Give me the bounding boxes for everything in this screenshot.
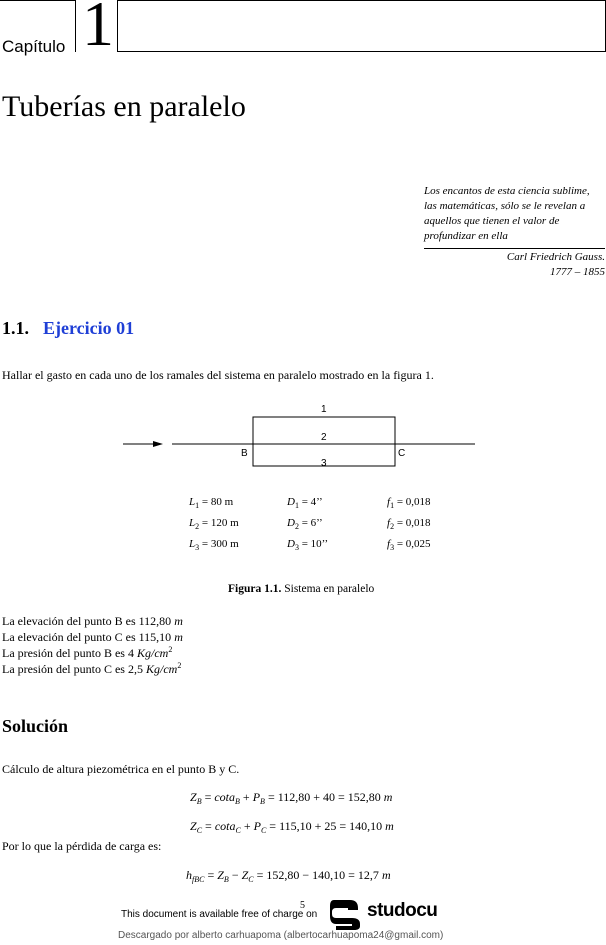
- epigraph-attribution: [424, 250, 605, 280]
- prop-l2: $L_2 = 120$ m: [189, 517, 239, 531]
- flow-arrow-icon: [153, 441, 163, 447]
- solution-heading: Solución: [2, 716, 69, 736]
- head-loss-text: Por lo que la pérdida de carga es:: [2, 839, 162, 853]
- footer-availability: This document is available free of charge on: [121, 909, 318, 920]
- studocu-logo-icon[interactable]: [330, 898, 362, 930]
- node-b-label: B: [241, 448, 248, 459]
- chapter-frame-right: [117, 0, 606, 52]
- data-elev-b: La elevación del punto B es 112,80 m: [2, 614, 183, 628]
- epigraph-years: 1777 – 1855: [550, 266, 605, 278]
- branch-label-1: 1: [321, 404, 327, 415]
- prop-f1: $f_1 = 0,018$: [387, 496, 431, 510]
- section-heading: [2, 318, 134, 339]
- prop-d3: $D_3 = 10$’’: [287, 538, 329, 552]
- epigraph-quote: [424, 184, 605, 244]
- problem-statement: Hallar el gasto en cada uno de los ramales del sistema en paralelo mostrado en la figura 1.: [2, 368, 434, 382]
- equation-zc: $Z_C = \cot a_C + P_C = 115,10 + 25 = 140,10$ m: [190, 819, 394, 835]
- prop-l1: $L_1 = 80$ m: [189, 496, 234, 510]
- solution-intro: Cálculo de altura piezométrica en el punto B y C.: [2, 762, 240, 776]
- prop-f2: $f_2 = 0,018$: [387, 517, 431, 531]
- branch-label-3: 3: [321, 458, 327, 469]
- chapter-number: 1: [82, 0, 114, 59]
- epigraph-author: Carl Friedrich Gauss.: [506, 251, 605, 263]
- epigraph-line: profundizar en ella: [424, 230, 508, 242]
- caption-label: Figura 1.1.: [228, 583, 282, 595]
- node-c-label: C: [398, 448, 406, 459]
- branch-label-2: 2: [321, 432, 327, 443]
- caption-text: Sistema en paralelo: [284, 583, 375, 595]
- prop-d1: $D_1 = 4$’’: [287, 496, 323, 510]
- prop-l3: $L_3 = 300$ m: [189, 538, 239, 552]
- page-number: 5: [300, 900, 305, 911]
- prop-f3: $f_3 = 0,025$: [387, 538, 431, 552]
- chapter-label: Capítulo: [2, 37, 66, 56]
- studocu-brand[interactable]: studocu: [367, 900, 438, 921]
- epigraph-rule: [424, 248, 605, 249]
- equation-hf: $h_{fBC} = Z_B - Z_C = 152,80 - 140,10 = 12,7$ m: [186, 868, 391, 884]
- parallel-pipe-diagram: [115, 398, 485, 473]
- section-title: Ejercicio 01: [43, 318, 135, 338]
- page-title: Tuberías en paralelo: [2, 90, 246, 123]
- equation-zb: $Z_B = \cot a_B + P_B = 112,80 + 40 = 152,80$ m: [190, 790, 393, 806]
- prop-d2: $D_2 = 6$’’: [287, 517, 323, 531]
- data-pres-c: La presión del punto C es 2,5 $Kg/cm^2$: [2, 661, 182, 676]
- download-attribution: Descargado por alberto carhuapoma (albertocarhuapoma24@gmail.com): [118, 930, 444, 941]
- data-pres-b: La presión del punto B es 4 $Kg/cm^2$: [2, 645, 173, 660]
- data-elev-c: La elevación del punto C es 115,10 m: [2, 630, 183, 644]
- epigraph-line: Los encantos de esta ciencia sublime,: [424, 185, 590, 197]
- section-number: 1.1.: [2, 318, 29, 338]
- epigraph-line: las matemáticas, sólo se le revelan a: [424, 200, 586, 212]
- figure-caption: [228, 583, 374, 595]
- epigraph-line: aquellos que tienen el valor de: [424, 215, 560, 227]
